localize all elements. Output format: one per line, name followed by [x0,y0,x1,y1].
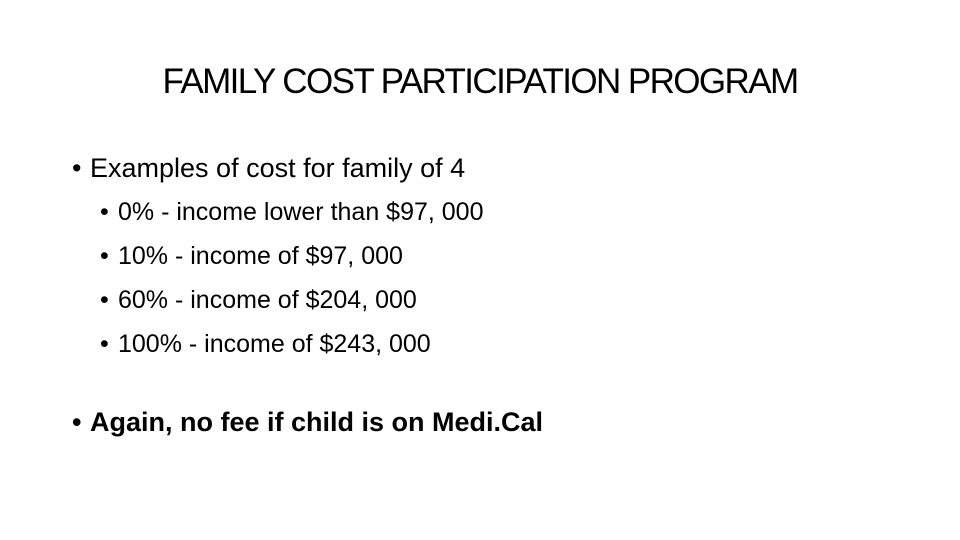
sub-bullet-item [100,190,912,234]
bullet-item [72,146,912,366]
sub-bullet-item [100,278,912,322]
slide-title: FAMILY COST PARTICIPATION PROGRAM [162,62,798,101]
bullet-dot-icon: • [100,330,109,358]
bullet-dot-icon: • [72,153,82,183]
bullet-dot-icon: • [72,407,82,437]
sub-bullet-text: 60% - income of $204, 000 [118,286,417,314]
sub-bullet-item [100,322,912,366]
bullet-text: Again, no fee if child is on Medi.Cal [90,407,544,437]
bullet-dot-icon: • [100,242,109,270]
bullet-item [72,400,912,444]
bullet-dot-icon: • [100,286,109,314]
sub-bullet-text: 100% - income of $243, 000 [118,330,431,358]
bullet-dot-icon: • [100,198,109,226]
bullet-text: Examples of cost for family of 4 [90,153,466,183]
sub-bullet-text: 10% - income of $97, 000 [118,242,403,270]
sub-bullet-item [100,234,912,278]
bullet-list [72,146,912,444]
sub-bullet-text: 0% - income lower than $97, 000 [118,198,484,226]
sub-bullet-list [72,190,912,366]
